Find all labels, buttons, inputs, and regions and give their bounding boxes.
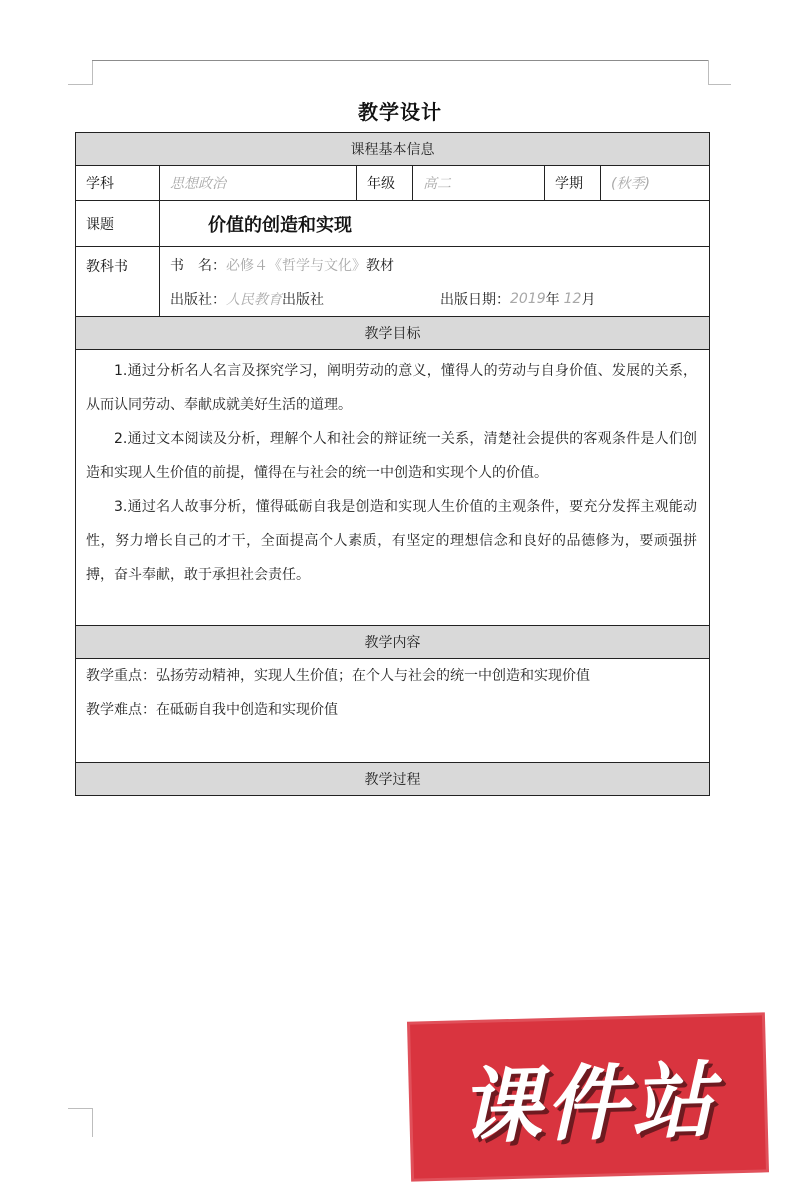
topic-label: 课题 bbox=[76, 201, 160, 247]
term-label: 学期 bbox=[545, 166, 601, 201]
crop-mark-top-right bbox=[708, 60, 731, 85]
textbook-info bbox=[160, 247, 710, 317]
grade-label: 年级 bbox=[357, 166, 413, 201]
goal-item[interactable]: 1.通过分析名人名言及探究学习，阐明劳动的意义，懂得人的劳动与自身价值、发展的关系，从而认同劳动、奉献成就美好生活的道理。 bbox=[86, 363, 698, 413]
book-name-line bbox=[170, 248, 709, 282]
teaching-goals-body bbox=[76, 350, 710, 626]
goal-item[interactable]: 2.通过文本阅读及分析，理解个人和社会的辩证统一关系，清楚社会提供的客观条件是人们创造和实现人生价值的前提，懂得在与社会的统一中创造和实现个人的价值。 bbox=[86, 431, 698, 481]
topic-value[interactable]: 价值的创造和实现 bbox=[160, 201, 710, 247]
publisher-value[interactable]: 人民教育 bbox=[226, 291, 282, 308]
teaching-content-body bbox=[76, 659, 710, 763]
publish-year-unit: 年 bbox=[545, 291, 560, 308]
key-point[interactable]: 教学重点：弘扬劳动精神，实现人生价值；在个人与社会的统一中创造和实现价值 bbox=[86, 668, 590, 684]
document-title: 教学设计 bbox=[358, 100, 442, 124]
subject-label: 学科 bbox=[76, 166, 160, 201]
publisher-suffix: 出版社 bbox=[282, 291, 324, 308]
term-value[interactable]: (秋季) bbox=[601, 166, 710, 201]
watermark-text: 课件站 bbox=[457, 1053, 719, 1155]
publish-month[interactable]: 12 bbox=[563, 290, 582, 307]
section-teaching-goals: 教学目标 bbox=[76, 317, 710, 350]
header-rule bbox=[92, 60, 708, 61]
publisher-label: 出版社： bbox=[170, 291, 226, 308]
publish-date-label: 出版日期： bbox=[440, 291, 510, 308]
crop-mark-bottom-left bbox=[68, 1108, 93, 1137]
grade-value[interactable]: 高二 bbox=[413, 166, 545, 201]
section-basic-info: 课程基本信息 bbox=[76, 133, 710, 166]
book-name-value[interactable]: 必修４《哲学与文化》 bbox=[226, 257, 366, 274]
publish-year[interactable]: 2019 bbox=[510, 290, 546, 307]
watermark-stamp bbox=[410, 1015, 766, 1178]
textbook-label: 教科书 bbox=[76, 247, 160, 317]
publish-month-unit: 月 bbox=[581, 291, 596, 308]
section-teaching-content: 教学内容 bbox=[76, 626, 710, 659]
difficult-point[interactable]: 教学难点：在砥砺自我中创造和实现价值 bbox=[86, 702, 338, 718]
section-teaching-process: 教学过程 bbox=[76, 763, 710, 796]
book-name-suffix: 教材 bbox=[366, 257, 394, 274]
book-name-label: 书 名： bbox=[170, 257, 226, 274]
crop-mark-top-left bbox=[68, 60, 93, 85]
subject-value[interactable]: 思想政治 bbox=[160, 166, 357, 201]
goal-item[interactable]: 3.通过名人故事分析，懂得砥砺自我是创造和实现人生价值的主观条件，要充分发挥主观能动性，努力增长自己的才干，全面提高个人素质，有坚定的理想信念和良好的品德修为，要顽强拼搏，奋斗奉献，敢于承担社会责任。 bbox=[86, 499, 698, 583]
publisher-line bbox=[170, 282, 709, 316]
lesson-plan-table bbox=[75, 132, 710, 796]
